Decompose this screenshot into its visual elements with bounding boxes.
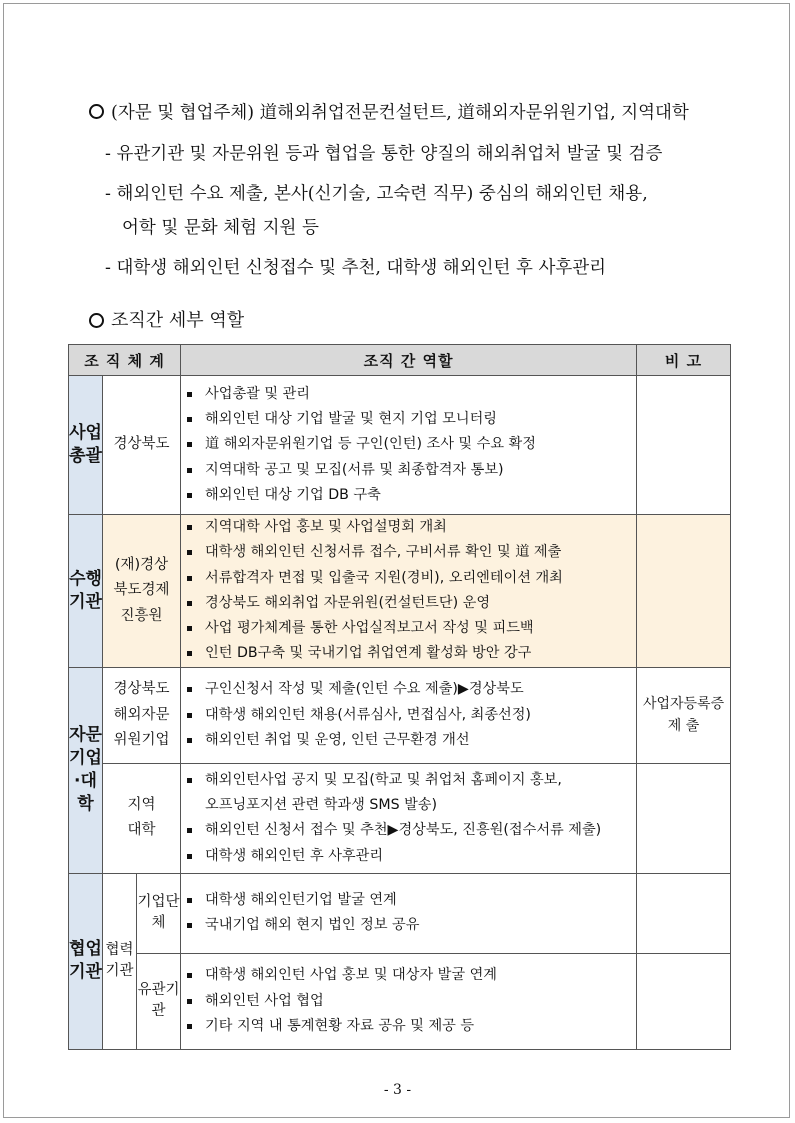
list-item: 해외인턴사업 공지 및 모집(학교 및 취업처 홈페이지 홍보, [181,768,636,793]
table-header-row [69,345,731,376]
list-item: 대학생 해외인턴 채용(서류심사, 면접심사, 최종선정) [181,703,636,728]
circle-bullet-icon [89,104,104,119]
org-name-line: 지역 [127,796,156,813]
roles-cell [181,667,637,763]
org-name-line: 북도경제 [113,582,170,599]
list-item: 사업 평가체계를 통한 사업실적보고서 작성 및 피드백 [181,616,636,641]
list-item: 해외인턴 신청서 접수 및 추천▶경상북도, 진흥원(접수서류 제출) [181,818,636,843]
list-item: 인턴 DB구축 및 국내기업 취업연계 활성화 방안 강구 [181,641,636,666]
category-cell: 협업기관 [69,873,103,1049]
table-row [69,515,731,668]
intro-item-2: - 해외인턴 수요 제출, 본사(신기술, 고숙련 직무) 중심의 해외인턴 채용, [105,184,648,204]
list-item: 대학생 해외인턴 후 사후관리 [181,844,636,869]
roles-cell [181,763,637,873]
circle-bullet-icon [89,313,104,328]
header-note: 비 고 [637,345,731,376]
list-item: 대학생 해외인턴기업 발굴 연계 [181,888,636,913]
org-name-cell: 경상북도 [103,376,181,515]
org-name-line: 경상북도 [113,681,170,698]
intro-item-1: - 유관기관 및 자문위원 등과 협업을 통한 양질의 해외취업처 발굴 및 검증 [105,144,663,164]
list-item: 사업총괄 및 관리 [181,382,636,407]
list-item: 기타 지역 내 통계현황 자료 공유 및 제공 등 [181,1014,636,1039]
section-title: 조직간 세부 역할 [111,310,245,331]
sub-org-cell: 기업단체 [137,873,181,953]
note-cell [637,667,731,763]
org-name-cell [103,667,181,763]
list-item: 해외인턴 대상 기업 DB 구축 [181,483,636,508]
intro-item-3: - 대학생 해외인턴 신청접수 및 추천, 대학생 해외인턴 후 사후관리 [105,258,607,278]
org-name-cell [103,515,181,668]
header-roles: 조직 간 역할 [181,345,637,376]
table-row [69,953,731,1049]
note-cell [637,953,731,1049]
list-item: 해외인턴 사업 협업 [181,989,636,1014]
roles-cell [181,953,637,1049]
roles-cell [181,873,637,953]
list-item: 해외인턴 대상 기업 발굴 및 현지 기업 모니터링 [181,407,636,432]
sub-org-cell: 유관기관 [137,953,181,1049]
group-cell: 협력기관 [103,873,137,1049]
table-row [69,667,731,763]
list-item: 경상북도 해외취업 자문위원(컨설턴트단) 운영 [181,591,636,616]
page-number: - 3 - [383,1082,412,1098]
roles-cell [181,515,637,668]
intro-item-2-cont: 어학 및 문화 체험 지원 등 [122,218,319,238]
org-name-line: 위원기업 [113,731,170,748]
category-cell: 사업총괄 [69,376,103,515]
list-item-continuation: 오프닝포지션 관련 학과생 SMS 발송) [205,796,438,813]
note-cell [637,376,731,515]
category-cell: 자문기업·대학 [69,667,103,873]
category-cell: 수행기관 [69,515,103,668]
roles-cell [181,376,637,515]
list-item: 지역대학 사업 홍보 및 사업설명회 개최 [181,515,636,540]
table-row [69,873,731,953]
list-item: 해외인턴 취업 및 운영, 인턴 근무환경 개선 [181,728,636,753]
organization-role-table [68,344,731,1050]
intro-heading: (자문 및 협업주체) 道해외취업전문컨설턴트, 道해외자문위원기업, 지역대학 [111,103,689,123]
org-name-cell [103,763,181,873]
note-line: 제 출 [667,718,700,735]
list-item: 국내기업 해외 현지 법인 정보 공유 [181,913,636,938]
note-cell [637,763,731,873]
list-item: 지역대학 공고 및 모집(서류 및 최종합격자 통보) [181,458,636,483]
org-name-line: 대학 [127,822,156,839]
list-item: 서류합격자 면접 및 입출국 지원(경비), 오리엔테이션 개최 [181,566,636,591]
table-row [69,763,731,873]
list-item: 道 해외자문위원기업 등 구인(인턴) 조사 및 수요 확정 [181,432,636,457]
table-row [69,376,731,515]
org-name-line: 진흥원 [120,607,163,624]
list-item: 대학생 해외인턴 신청서류 접수, 구비서류 확인 및 道 제출 [181,540,636,565]
note-cell [637,873,731,953]
header-org-system: 조 직 체 계 [69,345,181,376]
note-line: 사업자등록증 [642,695,725,712]
org-name-line: (재)경상 [114,556,169,573]
list-item: 구인신청서 작성 및 제출(인턴 수요 제출)▶경상북도 [181,677,636,702]
org-name-line: 해외자문 [113,706,170,723]
list-item: 대학생 해외인턴 사업 홍보 및 대상자 발굴 연계 [181,963,636,988]
note-cell [637,515,731,668]
